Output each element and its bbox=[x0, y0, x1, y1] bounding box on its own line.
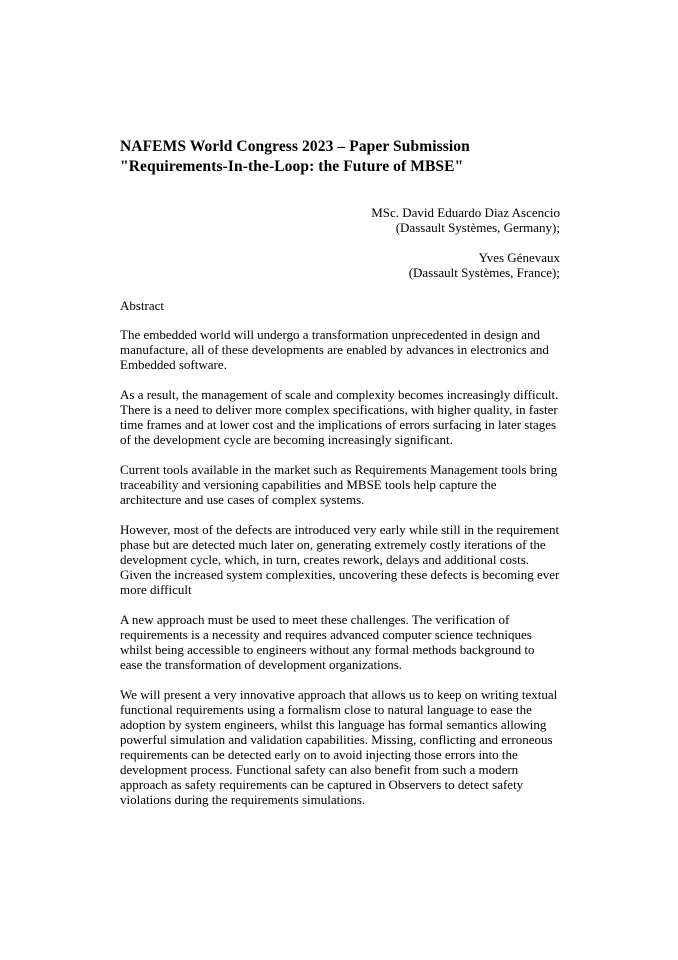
paper-title-line2: "Requirements-In-the-Loop: the Future of MBSE" bbox=[120, 158, 464, 175]
abstract-paragraph: As a result, the management of scale and complexity becomes increasingly difficult. There is a need to deliver more complex specifications, with higher quality, in faster time frames and at lower cost and the implications of errors surfacing in later stages of the development cycle are becoming increasingly significant. bbox=[120, 387, 559, 447]
author-name: MSc. David Eduardo Diaz Ascencio bbox=[371, 205, 560, 220]
author-affiliation: (Dassault Systèmes, Germany); bbox=[395, 220, 560, 235]
author-list bbox=[120, 205, 560, 280]
author-name: Yves Génevaux bbox=[478, 250, 560, 265]
abstract-paragraph: Current tools available in the market such as Requirements Management tools bring traceability and versioning capabilities and MBSE tools help capture the architecture and use cases of complex systems. bbox=[120, 462, 558, 507]
author-block bbox=[120, 205, 560, 235]
abstract-paragraph: A new approach must be used to meet these challenges. The verification of requirements is a necessity and requires advanced computer science techniques whilst being accessible to engineers without any formal methods background to ease the transformation of development organizations. bbox=[120, 612, 535, 672]
abstract-heading: Abstract bbox=[120, 298, 165, 313]
author-affiliation: (Dassault Systèmes, France); bbox=[408, 265, 560, 280]
paper-title-line1: NAFEMS World Congress 2023 – Paper Submission bbox=[120, 138, 470, 155]
abstract-paragraph: The embedded world will undergo a transformation unprecedented in design and manufacture, all of these developments are enabled by advances in electronics and Embedded software. bbox=[120, 327, 549, 372]
paper-title bbox=[120, 137, 560, 177]
author-block bbox=[120, 250, 560, 280]
abstract-paragraph: We will present a very innovative approach that allows us to keep on writing textual functional requirements using a formalism close to natural language to ease the adoption by system engineers, whilst this language has formal semantics allowing powerful simulation and validation capabilities. Missing, conflicting and erroneous requirements can be detected early on to avoid injecting those errors into the development process. Functional safety can also benefit from such a modern approach as safety requirements can be captured in Observers to detect safety violations during the requirements simulations. bbox=[120, 687, 558, 807]
abstract-paragraph: However, most of the defects are introduced very early while still in the requirement phase but are detected much later on, generating extremely costly iterations of the development cycle, which, in turn, creates rework, delays and additional costs. Given the increased system complexities, uncovering these defects is becoming ever more difficult bbox=[120, 522, 560, 597]
